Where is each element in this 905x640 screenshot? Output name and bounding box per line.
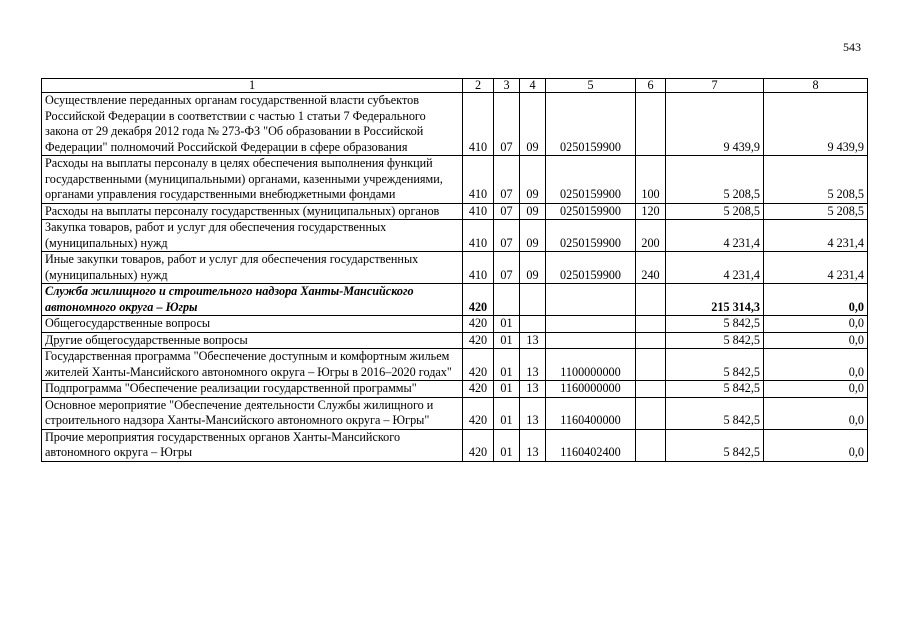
federal-amount-cell: 4 231,4 — [764, 252, 868, 284]
section-code-cell: 01 — [494, 381, 520, 398]
target-article-cell: 0250159900 — [546, 203, 636, 220]
table-row — [42, 252, 868, 284]
item-name-cell: Расходы на выплаты персоналу государственных (муниципальных) органов — [42, 203, 463, 220]
federal-amount-cell: 0,0 — [764, 316, 868, 333]
item-name-cell: Подпрограмма "Обеспечение реализации государственной программы" — [42, 381, 463, 398]
amount-cell: 5 842,5 — [666, 349, 764, 381]
target-article-cell: 1160000000 — [546, 381, 636, 398]
page-number: 543 — [843, 40, 861, 54]
subsection-code-cell: 13 — [520, 397, 546, 429]
item-name-cell: Государственная программа "Обеспечение доступным и комфортным жильем жителей Ханты-Мансийского автономного округа – Югры в 2016–2020 годах" — [42, 349, 463, 381]
column-header: 1 — [42, 79, 463, 93]
expense-type-cell — [636, 397, 666, 429]
column-header: 4 — [520, 79, 546, 93]
subsection-code-cell: 13 — [520, 381, 546, 398]
amount-cell: 5 842,5 — [666, 429, 764, 461]
target-article-cell: 1100000000 — [546, 349, 636, 381]
budget-table-body — [42, 79, 868, 462]
item-name-cell: Закупка товаров, работ и услуг для обеспечения государственных (муниципальных) нужд — [42, 220, 463, 252]
subsection-code-cell: 13 — [520, 332, 546, 349]
federal-amount-cell: 5 208,5 — [764, 203, 868, 220]
column-header: 3 — [494, 79, 520, 93]
federal-amount-cell: 4 231,4 — [764, 220, 868, 252]
table-header-row — [42, 79, 868, 93]
ministry-code-cell: 420 — [463, 349, 494, 381]
federal-amount-cell: 0,0 — [764, 429, 868, 461]
ministry-code-cell: 420 — [463, 397, 494, 429]
target-article-cell: 0250159900 — [546, 252, 636, 284]
federal-amount-cell: 0,0 — [764, 332, 868, 349]
item-name-cell: Основное мероприятие "Обеспечение деятельности Службы жилищного и строительного надзора Ханты-Мансийского автономного округа – Югры" — [42, 397, 463, 429]
subsection-code-cell: 09 — [520, 93, 546, 156]
amount-cell: 5 842,5 — [666, 316, 764, 333]
subsection-code-cell: 13 — [520, 429, 546, 461]
amount-cell: 9 439,9 — [666, 93, 764, 156]
amount-cell: 5 842,5 — [666, 397, 764, 429]
section-code-cell: 07 — [494, 203, 520, 220]
column-header: 5 — [546, 79, 636, 93]
ministry-code-cell: 420 — [463, 284, 494, 316]
item-name-cell: Осуществление переданных органам государственной власти субъектов Российской Федерации в соответствии с частью 1 статьи 7 Федерального закона от 29 декабря 2012 года № 273-ФЗ "Об образовании в Российской Федерации" полномочий Российской Федерации в сфере образования — [42, 93, 463, 156]
table-row — [42, 284, 868, 316]
subsection-code-cell — [520, 284, 546, 316]
ministry-code-cell: 410 — [463, 220, 494, 252]
section-code-cell: 01 — [494, 397, 520, 429]
section-code-cell: 01 — [494, 349, 520, 381]
table-row — [42, 397, 868, 429]
target-article-cell — [546, 284, 636, 316]
table-row — [42, 429, 868, 461]
expense-type-cell: 120 — [636, 203, 666, 220]
ministry-code-cell: 410 — [463, 252, 494, 284]
table-row — [42, 381, 868, 398]
ministry-code-cell: 410 — [463, 203, 494, 220]
federal-amount-cell: 5 208,5 — [764, 156, 868, 204]
expense-type-cell — [636, 93, 666, 156]
target-article-cell — [546, 316, 636, 333]
table-row — [42, 332, 868, 349]
expense-type-cell — [636, 316, 666, 333]
item-name-cell: Иные закупки товаров, работ и услуг для обеспечения государственных (муниципальных) нужд — [42, 252, 463, 284]
section-code-cell — [494, 284, 520, 316]
target-article-cell: 1160402400 — [546, 429, 636, 461]
table-row — [42, 220, 868, 252]
expense-type-cell — [636, 381, 666, 398]
subsection-code-cell: 09 — [520, 203, 546, 220]
column-header: 6 — [636, 79, 666, 93]
expense-type-cell: 200 — [636, 220, 666, 252]
section-code-cell: 01 — [494, 316, 520, 333]
item-name-cell: Расходы на выплаты персоналу в целях обеспечения выполнения функций государственными (муниципальными) органами, казенными учреждениями, органами управления государственными внебюджетными фондами — [42, 156, 463, 204]
subsection-code-cell: 09 — [520, 252, 546, 284]
item-name-cell: Другие общегосударственные вопросы — [42, 332, 463, 349]
target-article-cell — [546, 332, 636, 349]
expense-type-cell — [636, 349, 666, 381]
item-name-cell: Прочие мероприятия государственных органов Ханты-Мансийского автономного округа – Югры — [42, 429, 463, 461]
ministry-code-cell: 420 — [463, 332, 494, 349]
column-header: 8 — [764, 79, 868, 93]
section-code-cell: 07 — [494, 93, 520, 156]
ministry-code-cell: 420 — [463, 381, 494, 398]
expense-type-cell — [636, 429, 666, 461]
table-row — [42, 203, 868, 220]
column-header: 7 — [666, 79, 764, 93]
amount-cell: 5 842,5 — [666, 381, 764, 398]
target-article-cell: 0250159900 — [546, 220, 636, 252]
subsection-code-cell — [520, 316, 546, 333]
expense-type-cell: 240 — [636, 252, 666, 284]
amount-cell: 215 314,3 — [666, 284, 764, 316]
item-name-cell: Общегосударственные вопросы — [42, 316, 463, 333]
column-header: 2 — [463, 79, 494, 93]
target-article-cell: 0250159900 — [546, 156, 636, 204]
amount-cell: 4 231,4 — [666, 252, 764, 284]
ministry-code-cell: 410 — [463, 93, 494, 156]
amount-cell: 5 208,5 — [666, 203, 764, 220]
federal-amount-cell: 9 439,9 — [764, 93, 868, 156]
amount-cell: 4 231,4 — [666, 220, 764, 252]
section-code-cell: 07 — [494, 156, 520, 204]
section-code-cell: 01 — [494, 429, 520, 461]
budget-table — [41, 78, 868, 462]
section-code-cell: 07 — [494, 220, 520, 252]
federal-amount-cell: 0,0 — [764, 284, 868, 316]
target-article-cell: 0250159900 — [546, 93, 636, 156]
ministry-code-cell: 420 — [463, 429, 494, 461]
table-row — [42, 349, 868, 381]
section-code-cell: 07 — [494, 252, 520, 284]
federal-amount-cell: 0,0 — [764, 349, 868, 381]
item-name-cell: Служба жилищного и строительного надзора Ханты-Мансийского автономного округа – Югры — [42, 284, 463, 316]
federal-amount-cell: 0,0 — [764, 397, 868, 429]
target-article-cell: 1160400000 — [546, 397, 636, 429]
subsection-code-cell: 09 — [520, 220, 546, 252]
ministry-code-cell: 410 — [463, 156, 494, 204]
amount-cell: 5 842,5 — [666, 332, 764, 349]
federal-amount-cell: 0,0 — [764, 381, 868, 398]
section-code-cell: 01 — [494, 332, 520, 349]
amount-cell: 5 208,5 — [666, 156, 764, 204]
expense-type-cell: 100 — [636, 156, 666, 204]
subsection-code-cell: 13 — [520, 349, 546, 381]
table-row — [42, 316, 868, 333]
subsection-code-cell: 09 — [520, 156, 546, 204]
expense-type-cell — [636, 332, 666, 349]
table-row — [42, 93, 868, 156]
table-row — [42, 156, 868, 204]
ministry-code-cell: 420 — [463, 316, 494, 333]
expense-type-cell — [636, 284, 666, 316]
